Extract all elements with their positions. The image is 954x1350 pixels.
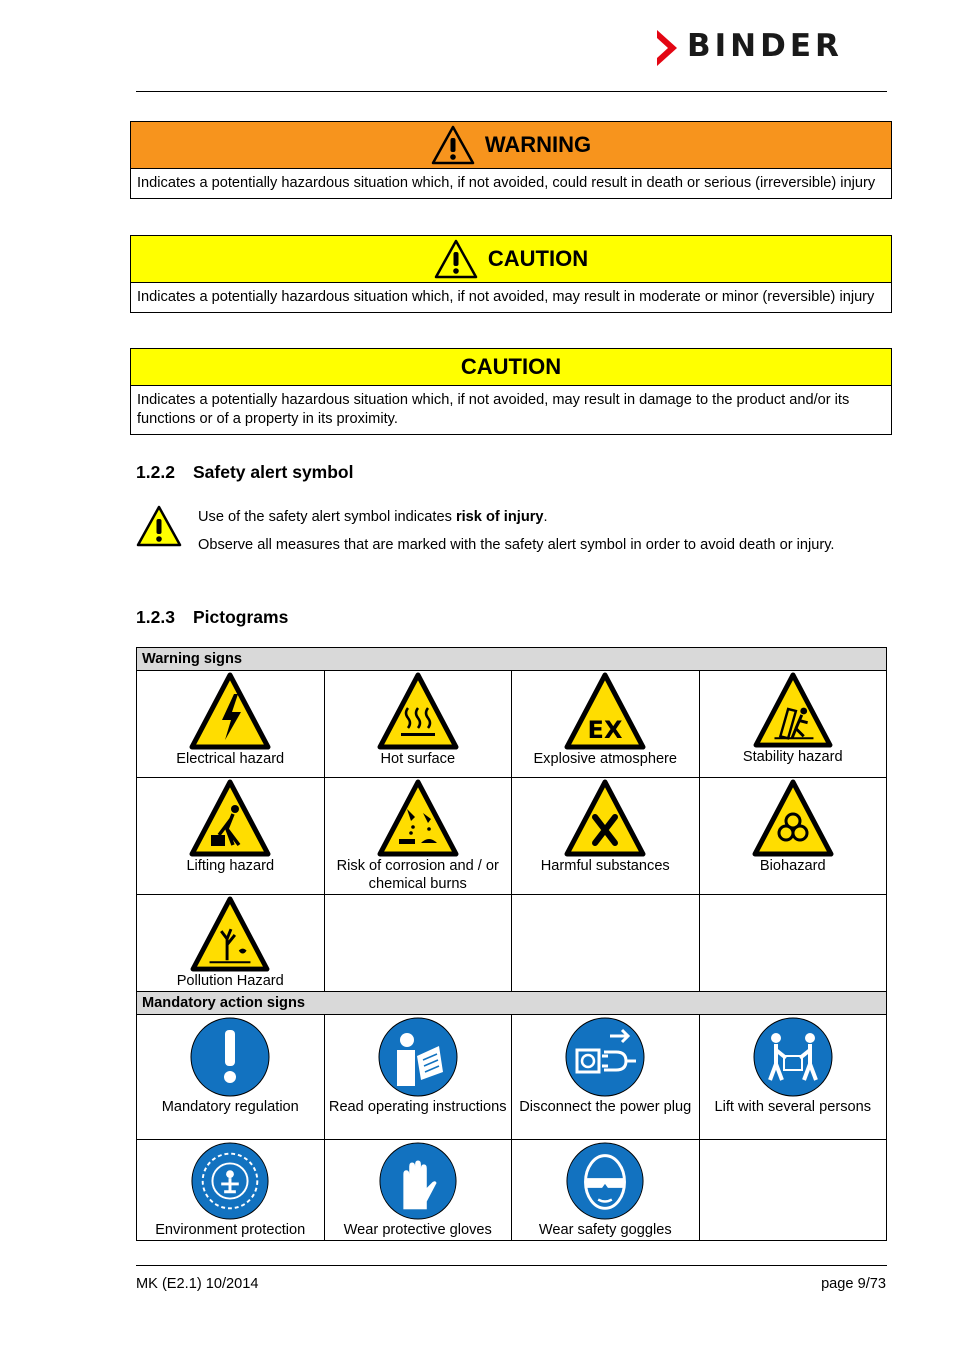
warning-signal-word: WARNING — [484, 132, 592, 157]
picto-cell — [512, 671, 700, 778]
stability-hazard-icon — [752, 672, 834, 748]
picto-label: Stability hazard — [742, 749, 843, 765]
picto-label: Wear safety goggles — [538, 1222, 672, 1238]
electrical-hazard-icon — [189, 672, 271, 750]
warning-description: Indicates a potentially hazardous situation which, if not avoided, could result in death or serious (irreversible) injury — [137, 175, 876, 191]
explosive-atmosphere-icon — [564, 672, 646, 750]
picto-cell — [699, 671, 887, 778]
environment-protection-icon — [189, 1141, 271, 1221]
picto-cell — [137, 895, 325, 992]
picto-label: Harmful substances — [540, 858, 670, 874]
harmful-substances-icon — [564, 779, 646, 857]
section-number: 1.2.2 — [136, 462, 175, 482]
caution-injury-description: Indicates a potentially hazardous situation which, if not avoided, may result in moderate or minor (reversible) injury — [137, 289, 875, 305]
section-title-text: Safety alert symbol — [193, 462, 354, 482]
caution-injury-header — [131, 236, 891, 283]
read-instructions-icon — [377, 1016, 459, 1098]
picto-cell — [137, 1140, 325, 1241]
picto-cell — [699, 1015, 887, 1140]
picto-label: Lifting hazard — [186, 858, 275, 874]
footer-page-number: page 9/73 — [821, 1276, 886, 1292]
caution-triangle-icon — [434, 239, 478, 279]
warning-signs-header: Warning signs — [137, 648, 887, 671]
picto-label: Read operating instructions — [328, 1099, 507, 1115]
mandatory-regulation-icon — [189, 1016, 271, 1098]
empty-cell — [699, 1140, 887, 1241]
binder-logo — [655, 30, 887, 66]
picto-label: Risk of corrosion and / or chemical burns — [336, 858, 499, 892]
picto-label: Mandatory regulation — [161, 1099, 299, 1115]
goggles-icon — [564, 1141, 646, 1221]
picto-label: Disconnect the power plug — [519, 1099, 692, 1115]
caution-injury-box — [130, 235, 892, 313]
warning-box — [130, 121, 892, 199]
picto-label: Electrical hazard — [176, 751, 285, 767]
empty-cell — [512, 895, 700, 992]
line1-pre: Use of the safety alert symbol indicates — [198, 509, 456, 525]
picto-cell — [137, 778, 325, 895]
section-number: 1.2.3 — [136, 607, 175, 627]
lifting-hazard-icon — [189, 779, 271, 857]
empty-cell — [699, 895, 887, 992]
caution-damage-header — [131, 349, 891, 386]
hot-surface-icon — [377, 672, 459, 750]
line1-bold: risk of injury — [455, 509, 544, 525]
safety-alert-line2: Observe all measures that are marked with the safety alert symbol in order to avoid death or injury. — [198, 537, 835, 553]
picto-cell — [324, 778, 512, 895]
warning-header — [131, 122, 891, 169]
gloves-icon — [377, 1141, 459, 1221]
picto-label: Environment protection — [155, 1222, 306, 1238]
picto-label: Wear protective gloves — [343, 1222, 492, 1238]
picto-label: Explosive atmosphere — [533, 751, 678, 767]
brand-name: BINDER — [687, 28, 843, 64]
footer-rule — [136, 1265, 887, 1266]
caution-damage-box — [130, 348, 892, 435]
picto-cell — [324, 671, 512, 778]
picto-cell — [699, 778, 887, 895]
picto-cell — [324, 1015, 512, 1140]
caution-damage-description: Indicates a potentially hazardous situation which, if not avoided, may result in damage to the product and/or its functions or of a property in its proximity. — [137, 392, 850, 427]
picto-cell — [512, 778, 700, 895]
section-title-text: Pictograms — [193, 607, 289, 627]
safety-alert-text — [198, 508, 878, 564]
empty-cell — [324, 895, 512, 992]
caution-injury-signal-word: CAUTION — [487, 246, 589, 271]
svg-text:EX: EX — [587, 716, 623, 744]
picto-cell — [512, 1015, 700, 1140]
warning-triangle-icon — [431, 125, 475, 165]
picto-label: Hot surface — [380, 751, 456, 767]
picto-cell — [324, 1140, 512, 1241]
footer-doc-id: MK (E2.1) 10/2014 — [136, 1276, 259, 1292]
mandatory-signs-header: Mandatory action signs — [137, 992, 887, 1015]
header-rule — [136, 91, 887, 92]
biohazard-icon — [752, 779, 834, 857]
picto-label: Lift with several persons — [714, 1099, 872, 1115]
section-safety-alert-title — [136, 462, 353, 483]
safety-alert-icon — [136, 505, 182, 547]
pollution-hazard-icon — [189, 896, 271, 972]
lift-several-persons-icon — [752, 1016, 834, 1098]
binder-chevron-icon — [655, 30, 685, 66]
disconnect-plug-icon — [564, 1016, 646, 1098]
picto-cell — [137, 671, 325, 778]
caution-damage-signal-word: CAUTION — [460, 354, 562, 379]
section-pictograms-title — [136, 607, 288, 628]
line1-post: . — [543, 509, 548, 525]
picto-label: Pollution Hazard — [176, 973, 284, 989]
safety-alert-line1 — [198, 508, 878, 526]
pictogram-table — [136, 647, 887, 1241]
picto-cell — [512, 1140, 700, 1241]
corrosion-icon — [377, 779, 459, 857]
picto-cell — [137, 1015, 325, 1140]
picto-label: Biohazard — [759, 858, 826, 874]
